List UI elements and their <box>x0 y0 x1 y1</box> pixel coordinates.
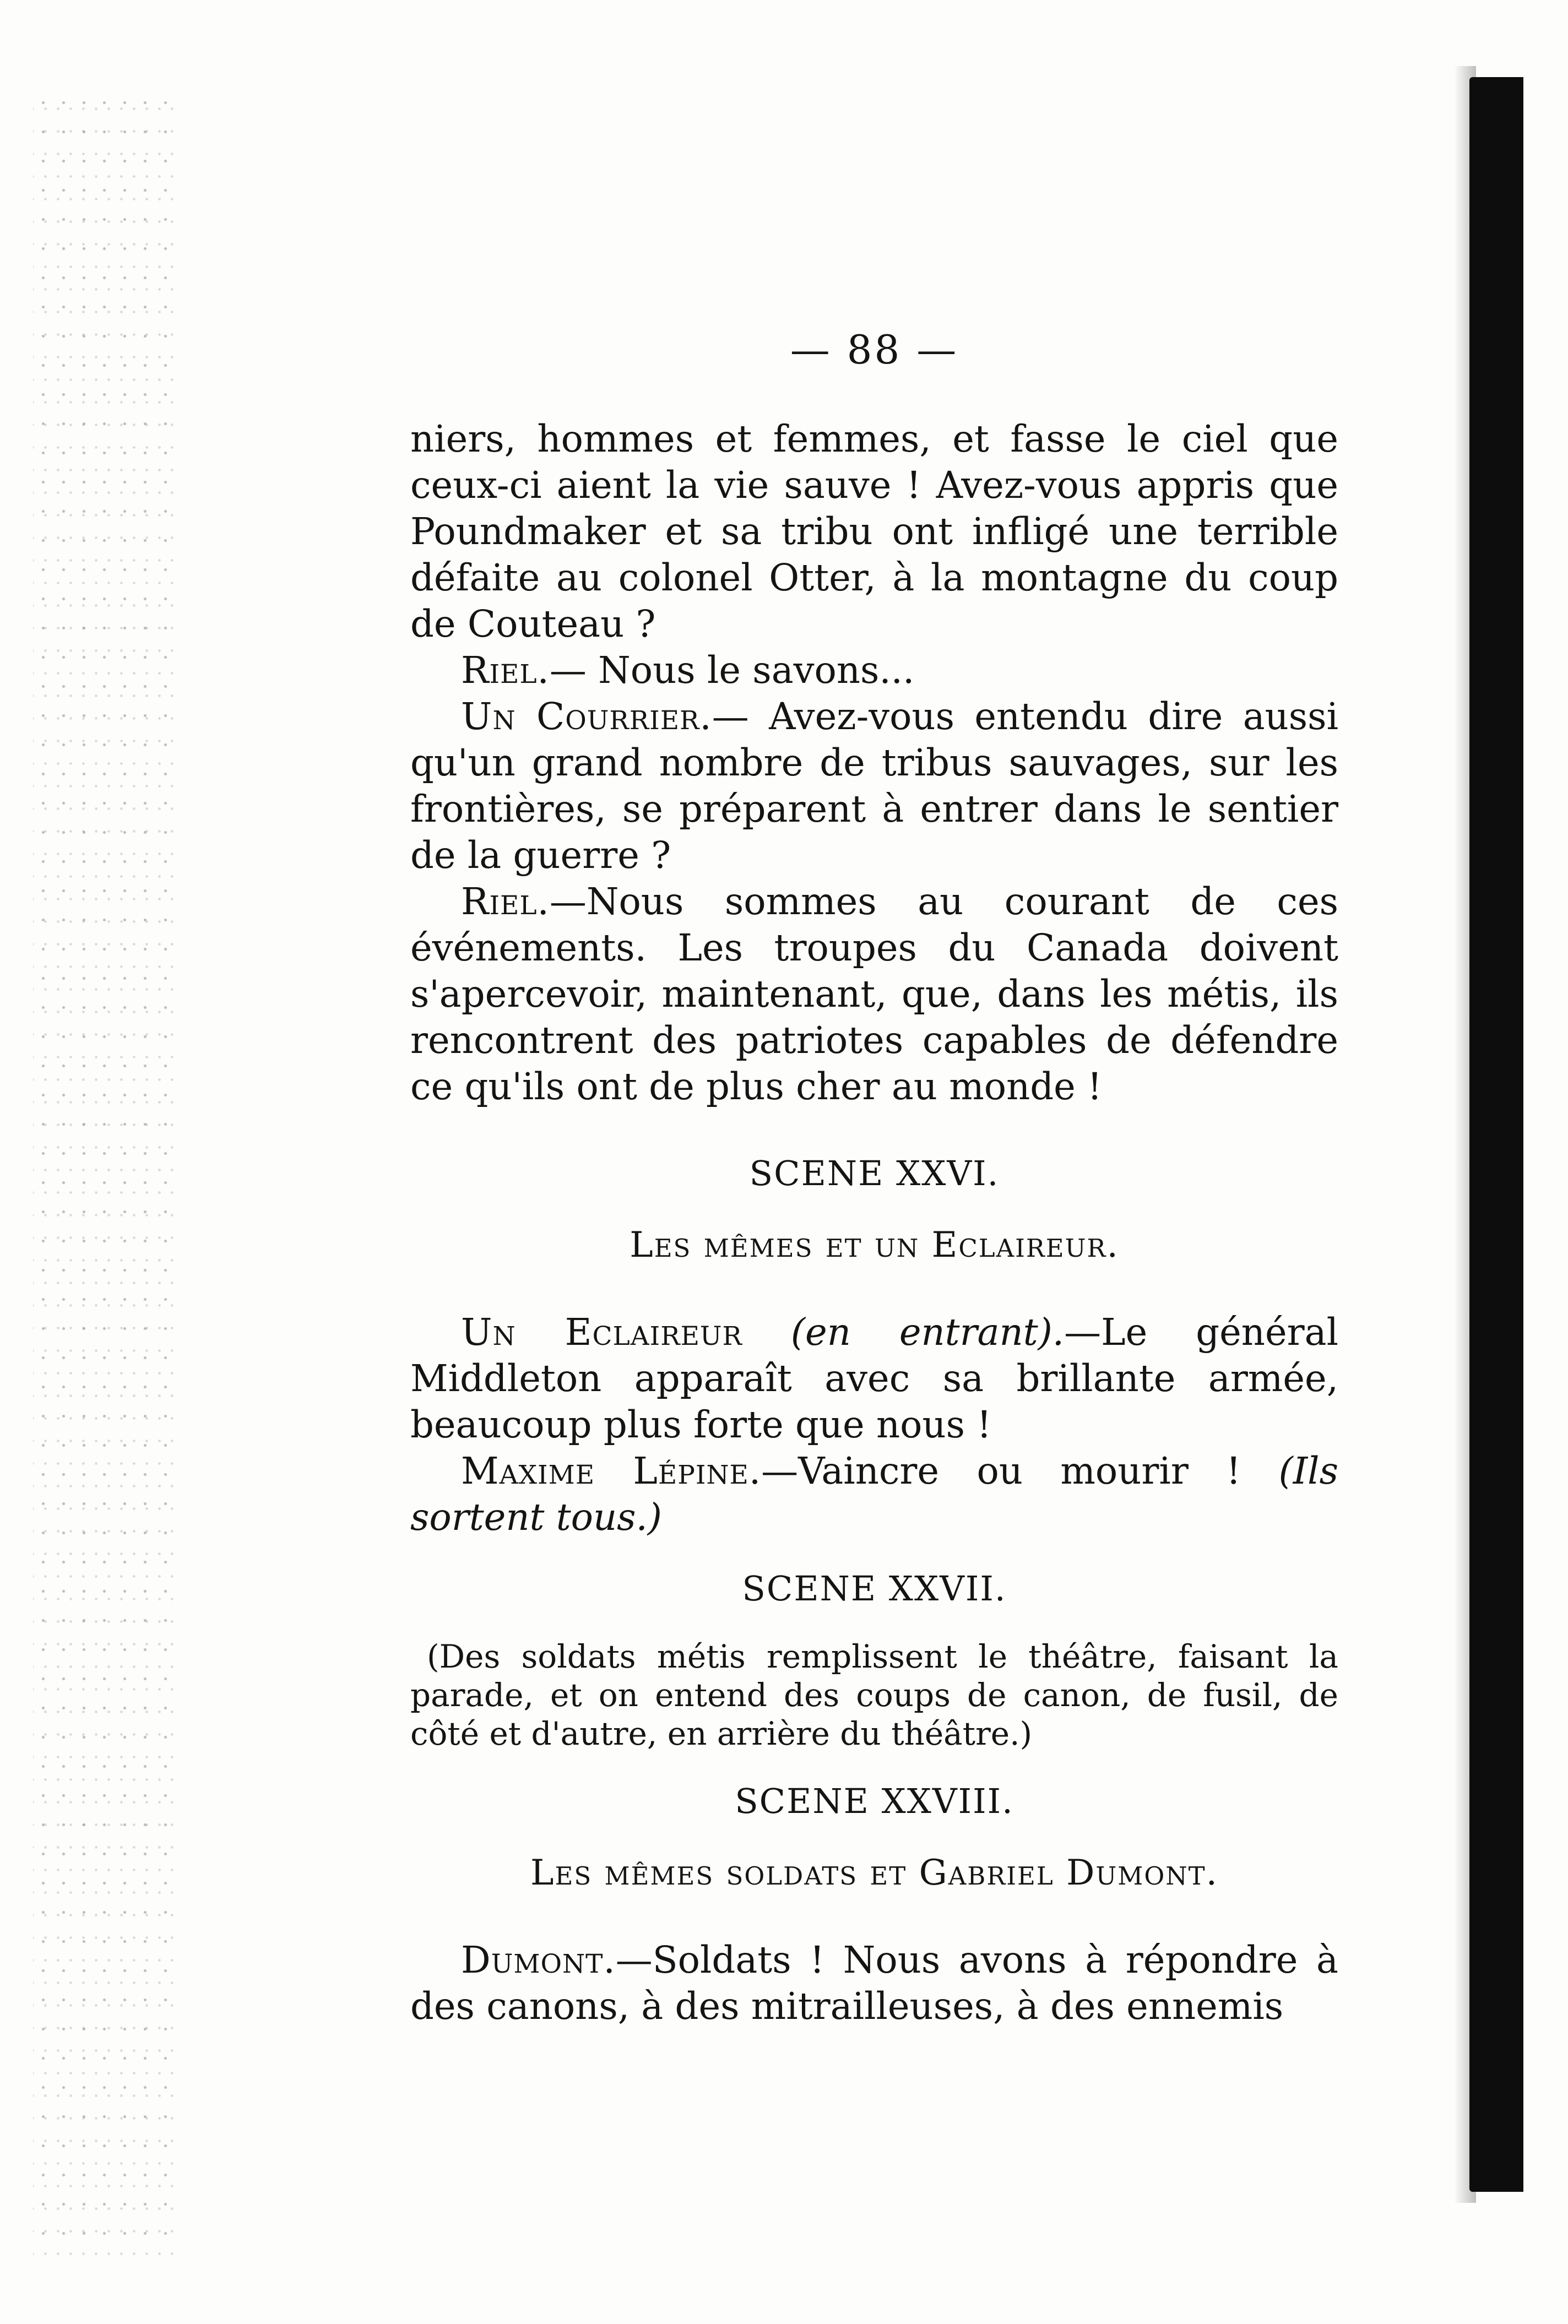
spacer <box>410 1612 1338 1637</box>
dialogue-riel-2 <box>410 878 1338 1110</box>
speaker-name: Dumont. <box>461 1939 616 1981</box>
spacer <box>410 1825 1338 1850</box>
dialogue-text: — Nous le savons... <box>549 649 915 692</box>
dialogue-riel-1 <box>410 647 1338 693</box>
spacer <box>410 1896 1338 1937</box>
speaker-name: Riel. <box>461 649 550 692</box>
spacer <box>410 1540 1338 1566</box>
dialogue-courrier <box>410 693 1338 878</box>
speaker-name: Un Eclaireur <box>461 1311 742 1354</box>
scene-cast-28: Les mêmes soldats et Gabriel Dumont. <box>530 1853 1219 1893</box>
spacer <box>410 1197 1338 1222</box>
stage-direction-27: (Des soldats métis remplissent le théâtre, faisant la parade, et on entend des coups de canon, de fusil, de côté et d'autre, en arrière du théâtre.) <box>410 1638 1338 1752</box>
dialogue-text: —Soldats ! Nous avons à répondre à des canons, à des mitrailleuses, à des ennemis <box>410 1939 1338 2028</box>
page-gutter-specks <box>33 88 176 2258</box>
speaker-name: Un Courrier. <box>461 695 712 738</box>
stage-direction: (Ils sortent tous.) <box>410 1449 1338 1539</box>
paragraph-continuation: niers, hommes et femmes, et fasse le ciel que ceux-ci aient la vie sauve ! Avez-vous appris que Poundmaker et sa tribu ont infligé une terrible défaite au colonel Otter, à la montagne du coup de Couteau ? <box>410 417 1338 645</box>
page-number: — 88 — <box>790 327 959 373</box>
speaker-name: Riel. <box>461 880 550 923</box>
dialogue-text: — Avez-vous entendu dire aussi qu'un grand nombre de tribus sauvages, sur les frontières, se préparent à entrer dans le sentier de la guerre ? <box>410 695 1338 877</box>
spacer <box>410 1268 1338 1309</box>
speaker-name: Maxime Lépine. <box>461 1449 762 1492</box>
spacer <box>410 1110 1338 1150</box>
dialogue-dumont <box>410 1937 1338 2029</box>
page-text-block <box>410 325 1338 2029</box>
spacer <box>410 1753 1338 1778</box>
book-binding-edge <box>1469 77 1523 2192</box>
stage-direction: (en entrant). <box>790 1311 1065 1354</box>
scene-cast-26: Les mêmes et un Eclaireur. <box>630 1225 1119 1266</box>
dialogue-text: —Nous sommes au courant de ces événements. Les troupes du Canada doivent s'apercevoir, maintenant, que, dans les métis, ils rencontrent des patriotes capables de défendre ce qu'ils ont de plus cher au monde ! <box>410 880 1338 1108</box>
scene-heading-27: SCENE XXVII. <box>742 1568 1007 1609</box>
dialogue-text: —Le général Middleton apparaît avec sa brillante armée, beaucoup plus forte que nous ! <box>410 1311 1338 1446</box>
dialogue-lepine <box>410 1448 1338 1540</box>
dialogue-eclaireur <box>410 1309 1338 1448</box>
scene-heading-28: SCENE XXVIII. <box>735 1781 1014 1821</box>
scene-heading-26: SCENE XXVI. <box>749 1153 1000 1193</box>
dialogue-text: —Vaincre ou mourir ! <box>761 1449 1279 1492</box>
